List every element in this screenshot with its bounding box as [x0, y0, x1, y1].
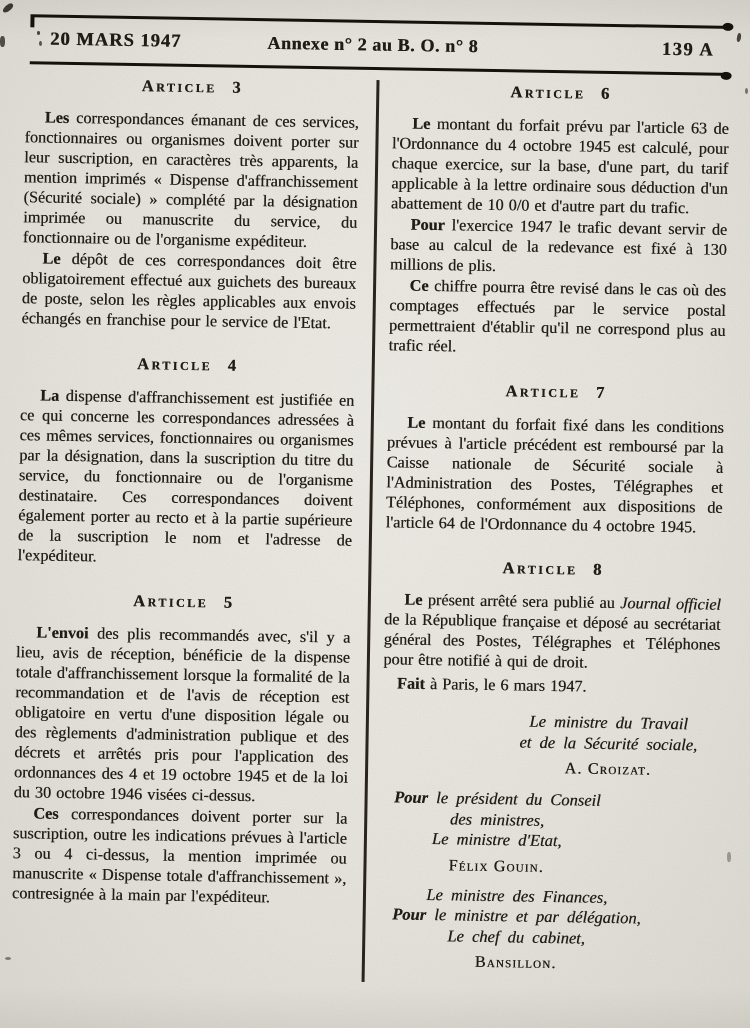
article-6-section — [388, 80, 729, 361]
paragraph — [13, 622, 350, 808]
ink-speck — [727, 852, 731, 862]
ink-speck — [736, 33, 742, 43]
journal-officiel-italic: Journal officiel — [620, 594, 722, 614]
signature-role-text: le ministre et par délégation, — [434, 905, 641, 928]
paragraph-lead: Ce — [409, 276, 429, 295]
ink-speck — [745, 88, 748, 94]
paragraph-lead: Le — [404, 590, 423, 609]
paragraph-lead: Fait — [396, 674, 426, 693]
paragraph-text: dispense d'affranchissement est justifiée en ce qui concerne les correspondances adressées à ces mêmes services, fonctionnaires ou organismes par la désignation, dans la suscription du titre du service, du fonctionnaire ou de l'organisme destinataire. Ces correspondances doivent également porter au recto et à la partie supérieure de la suscription le nom et l'adresse de l'expéditeur. — [17, 386, 355, 566]
signature-role-lead: Pour — [393, 787, 429, 807]
paragraph-lead: Ces — [33, 804, 59, 823]
paragraph — [21, 248, 356, 334]
article-8-section — [383, 556, 722, 699]
paragraph-text: correspondances émanant de ces services, fonctionnaires ou organismes doivent porter sur leur suscription, en caractères très apparents, la mention imprimés « Dispense d'affranchissement (Sécurité sociale) » complété par la désignation imprimée ou manuscrite du service, du fonctionnaire ou de l'organisme expéditeur. — [22, 109, 359, 251]
masthead — [30, 14, 729, 76]
paragraph — [12, 803, 348, 909]
paragraph-text: montant du forfait fixé dans les conditions prévues à l'article précédent est remboursé par la Caisse nationale de Sécurité sociale à l'Administration des Postes, Télégraphes et Téléphones, conformément aux dispositions de l'article 64 de l'Ordonnance du 4 octobre 1945. — [385, 414, 724, 537]
article-7-section — [386, 379, 725, 538]
article-heading: Article 4 — [136, 354, 239, 375]
signature-role-lead: Pour — [392, 904, 427, 924]
article-heading: Article 3 — [141, 76, 244, 97]
paragraph-text: correspondances doivent porter sur la suscription, outre les indications prévues à l'article 3 ou 4 ci-dessus, la mention imprimée ou manuscrite « Dispense totale d'affranchissement », contresignée à la main par l'expéditeur. — [11, 805, 348, 907]
paragraph-text: de la République française et déposé au secrétariat général des Postes, Télégraphes et Téléphones pour être notifié à qui de droit. — [383, 610, 721, 672]
signature-block-conseil — [380, 787, 614, 877]
masthead-row — [30, 17, 729, 73]
signature-role-text: le président du Conseil — [435, 788, 601, 810]
paragraph-text: chiffre pourra être revisé dans le cas où des comptages effectués par le service postal permettraient d'établir qu'il ne correspond plus au trafic réel. — [388, 277, 727, 356]
right-column — [378, 74, 734, 988]
paragraph-text: à Paris, le 6 mars 1947. — [429, 674, 587, 696]
article-5-section — [12, 589, 351, 908]
paragraph — [391, 113, 729, 219]
column-divider-rule — [362, 80, 379, 982]
signature-role-line: des ministres, — [449, 808, 545, 830]
signature-role-line: Le ministre d'Etat, — [431, 829, 562, 851]
article-3-section — [21, 74, 359, 334]
signature-role-line: et de la Sécurité sociale, — [519, 731, 698, 754]
signature-name: Bansillon. — [474, 953, 557, 973]
paragraph-text: présent arrêté sera publié au — [427, 590, 615, 613]
ink-speck — [1, 2, 14, 14]
article-heading: Article 7 — [505, 381, 607, 402]
signature-role-line — [381, 787, 614, 811]
paragraph-lead: Le — [407, 413, 426, 432]
paragraph-lead: Les — [44, 108, 70, 127]
paragraph-text: dépôt de ces correspondances doit être obligatoirement effectué aux guichets des bureaux de poste, selon les règles applicables aux envois échangés en franchise pour le service de l'Etat. — [21, 250, 357, 333]
article-4-section — [17, 352, 354, 571]
article-heading: Article 5 — [132, 591, 235, 612]
paragraph-text: l'exercice 1947 le trafic devant servir de base au calcul de la redevance est fixé à 130 millions de plis. — [389, 216, 728, 276]
signature-block-travail — [497, 711, 719, 781]
signature-role-line: Le ministre du Travail — [529, 711, 689, 734]
page-title: Annexe n° 2 au B. O. n° 8 — [267, 32, 479, 57]
columns — [3, 68, 734, 988]
paragraph-text: des plis recommandés avec, s'il y a lieu, avis de réception, bénéficie de la dispense totale d'affranchissement lorsque la formalité de la recommandation et de l'avis de réception est obligatoire en vertu d'une disposition légale ou des règlements d'administration publique et des décrets et arrêtés pris pour l'application des ordonnances des 4 et 19 octobre 1945 et de la loi du 30 octobre 1946 visées ci-dessus. — [13, 624, 351, 806]
page-content — [3, 0, 735, 988]
paragraph-lead: Pour — [410, 215, 445, 235]
signature-name: Félix Gouin. — [448, 856, 545, 876]
paragraph — [388, 275, 726, 361]
page-number: 139 A — [661, 39, 715, 61]
issue-date: 20 MARS 1947 — [49, 29, 182, 52]
signature-role-line: Le chef du cabinet, — [447, 925, 586, 948]
signature-role-line: Le ministre des Finances, — [426, 884, 608, 907]
paragraph — [390, 214, 727, 280]
left-column — [11, 68, 360, 981]
paragraph-text: montant du forfait prévu par l'article 63 de l'Ordonnance du 4 octobre 1945 est calculé, pour chaque exercice, sur la base, d'une part, du tarif applicable à la lettre ordinaire sous déduction d'un abattement de 10 0/0 et d'autre part du trafic. — [390, 115, 729, 218]
paragraph-lead: Le — [412, 114, 431, 133]
paragraph-lead: Le — [42, 249, 61, 268]
paragraph — [17, 385, 354, 571]
paragraph — [386, 412, 724, 538]
article-heading: Article 6 — [510, 82, 612, 103]
paragraph-lead: L'envoi — [36, 623, 89, 643]
signature-name: A. Croizat. — [564, 760, 652, 779]
signature-block-finances — [378, 884, 654, 975]
paragraph-lead: La — [40, 386, 60, 405]
ink-speck — [0, 36, 5, 47]
paragraph — [383, 589, 721, 675]
article-heading: Article 8 — [502, 558, 605, 579]
dateline — [383, 673, 720, 699]
paragraph — [23, 107, 359, 253]
